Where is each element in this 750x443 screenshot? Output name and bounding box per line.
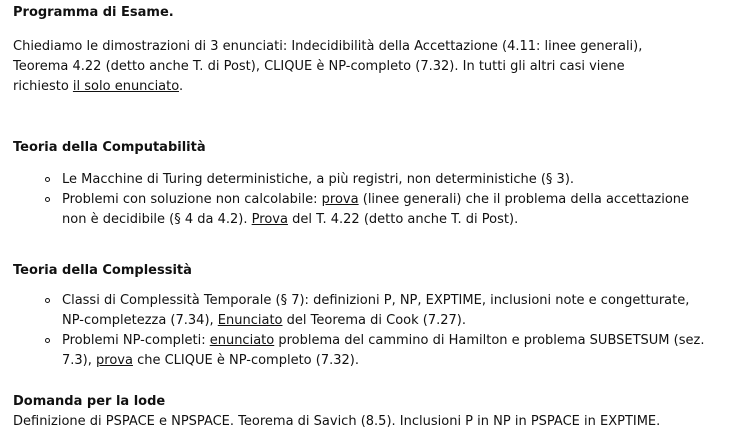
- programma-line-2: Teorema 4.22 (detto anche T. di Post), CLIQUE è NP-completo (7.32). In tutti gli altri casi viene: [13, 59, 625, 74]
- complessita-list: [13, 291, 704, 371]
- complessita-heading: Teoria della Complessità: [13, 263, 192, 278]
- list-item: [13, 291, 704, 331]
- computabilita-heading: Teoria della Computabilità: [13, 140, 206, 155]
- line-text: (linee generali) che il problema della accettazione: [358, 192, 690, 207]
- lode-paragraph: Definizione di PSPACE e NPSPACE. Teorema di Savich (8.5). Inclusioni P in NP in PSPACE in EXPTIME.: [13, 414, 661, 429]
- list-item: [13, 331, 704, 371]
- list-item-line: [62, 311, 704, 331]
- list-item-line: [62, 190, 689, 210]
- prova-underlined: prova: [321, 192, 359, 207]
- line-text: problema del cammino di Hamilton e problema SUBSETSUM (sez.: [274, 333, 705, 348]
- programma-heading: Programma di Esame.: [13, 5, 174, 20]
- programma-paragraph: [13, 37, 642, 97]
- line-text: che CLIQUE è NP-completo (7.32).: [132, 353, 359, 368]
- programma-line-3: [13, 77, 642, 97]
- circle-bullet-icon: [45, 298, 50, 303]
- programma-line-3-end: .: [178, 79, 184, 94]
- solo-enunciato-underlined: il solo enunciato: [72, 79, 179, 94]
- list-item-line: [62, 210, 689, 230]
- list-item-line: Classi di Complessità Temporale (§ 7): definizioni P, NP, EXPTIME, inclusioni note e congetturate,: [62, 293, 690, 308]
- line-text: Problemi NP-completi:: [62, 333, 210, 348]
- enunciato-underlined: enunciato: [209, 333, 275, 348]
- circle-bullet-icon: [45, 338, 50, 343]
- list-item: [13, 190, 689, 230]
- programma-line-3-text: richiesto: [13, 79, 73, 94]
- line-text: 7.3),: [62, 353, 97, 368]
- list-item-line: Le Macchine di Turing deterministiche, a più registri, non deterministiche (§ 3).: [62, 172, 575, 187]
- line-text: del T. 4.22 (detto anche T. di Post).: [287, 212, 519, 227]
- enunciato-underlined: Enunciato: [217, 313, 283, 328]
- computabilita-list: [13, 170, 689, 230]
- line-text: non è decidibile (§ 4 da 4.2).: [62, 212, 252, 227]
- line-text: Problemi con soluzione non calcolabile:: [62, 192, 322, 207]
- circle-bullet-icon: [45, 177, 50, 182]
- lode-heading: Domanda per la lode: [13, 394, 166, 409]
- line-text: del Teorema di Cook (7.27).: [282, 313, 467, 328]
- list-item-line: [62, 331, 704, 351]
- prova-underlined: prova: [96, 353, 133, 368]
- prova-underlined: Prova: [251, 212, 288, 227]
- list-item: [13, 170, 689, 190]
- list-item-line: [62, 351, 704, 371]
- line-text: NP-completezza (7.34),: [62, 313, 218, 328]
- programma-line-1: Chiediamo le dimostrazioni di 3 enunciati: Indecidibilità della Accettazione (4.11: linee generali),: [13, 39, 643, 54]
- circle-bullet-icon: [45, 197, 50, 202]
